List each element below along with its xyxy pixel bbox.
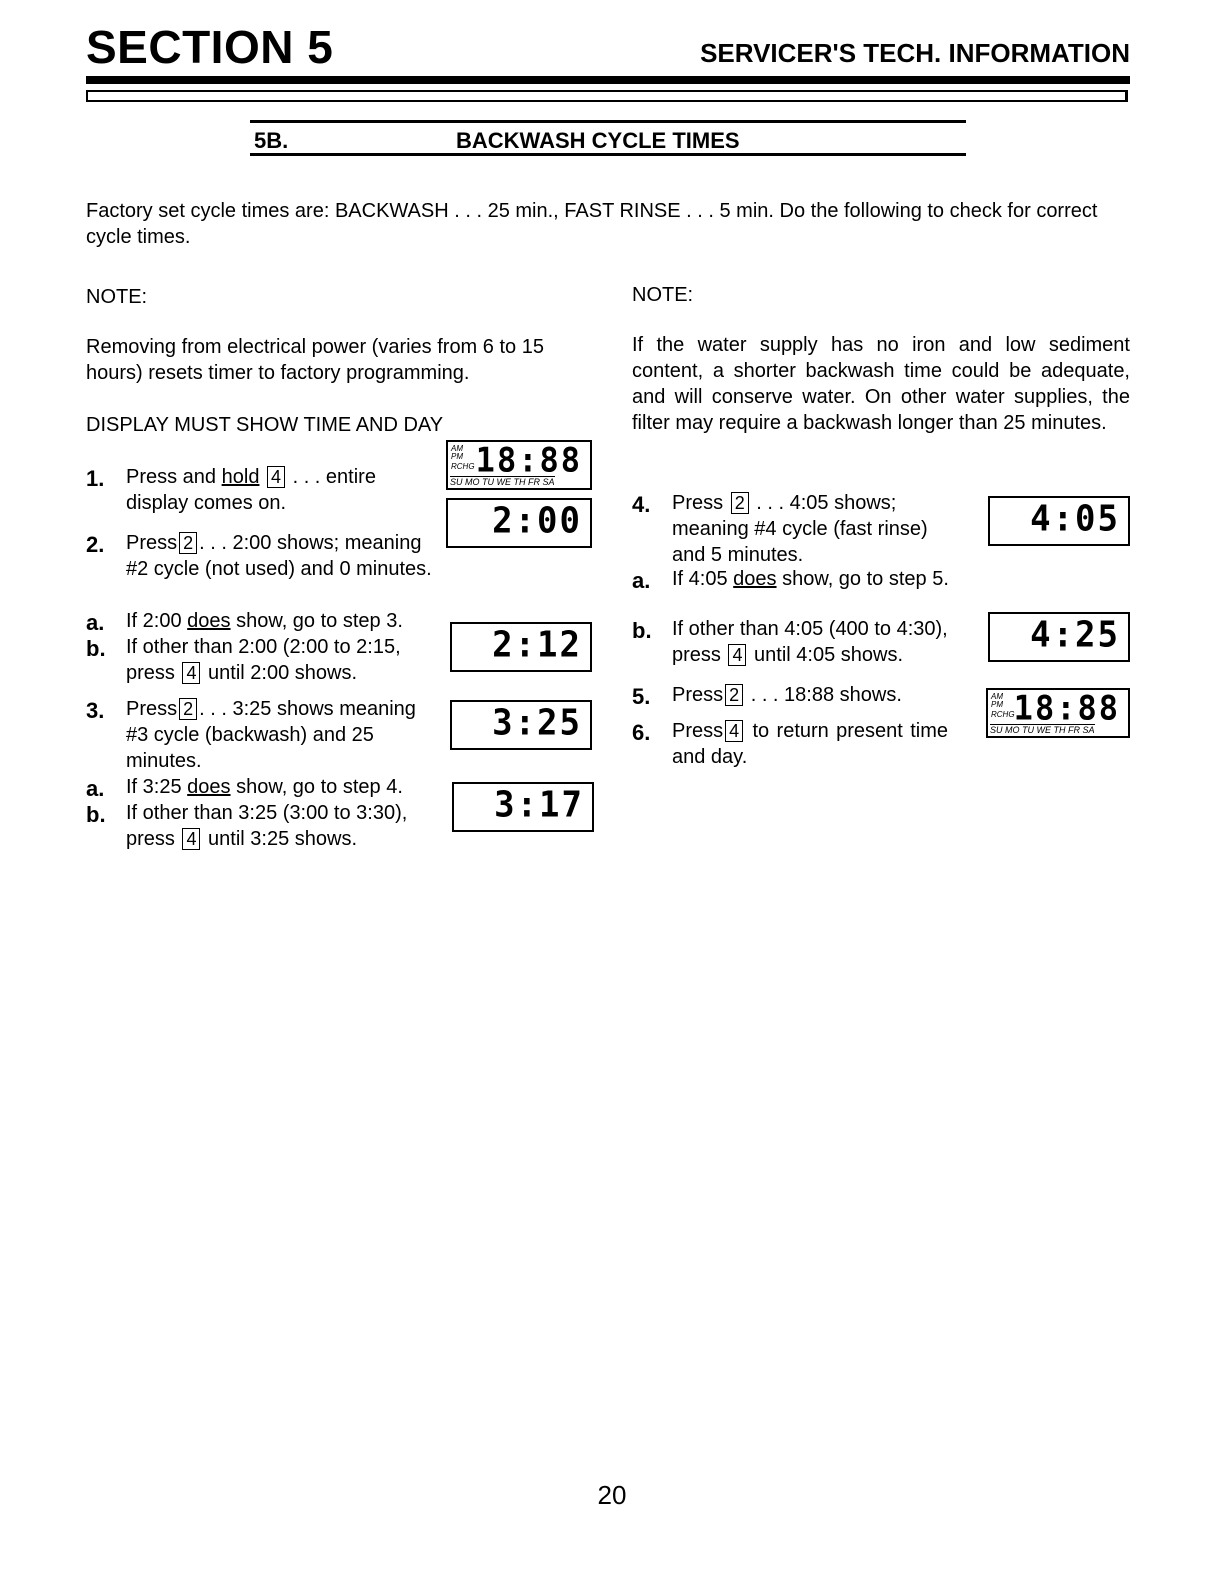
step-5-text-b: . . . 18:88 shows. xyxy=(750,684,902,706)
lcd-digits: 4:25 xyxy=(1030,614,1120,656)
step-1-text-a: Press and xyxy=(126,466,217,488)
lcd-display-212 xyxy=(450,622,592,672)
ind-rchg: RCHG xyxy=(991,710,1015,719)
lcd-display-425 xyxy=(988,612,1130,662)
lcd-digits: 4:05 xyxy=(1030,498,1120,540)
ind-am: AM xyxy=(451,444,463,453)
step-4-number: 4. xyxy=(632,492,651,517)
lcd-digits: 2:12 xyxy=(492,624,582,666)
lcd-digits: 18:88 xyxy=(475,440,582,480)
subheader-rule-top xyxy=(250,120,966,123)
key-2: 2 xyxy=(731,492,749,514)
step-5-text-a: Press xyxy=(672,684,724,706)
step-3b-text xyxy=(126,800,444,852)
right-note-label: NOTE: xyxy=(632,284,694,306)
key-4: 4 xyxy=(182,662,200,684)
lcd-digits: 18:88 xyxy=(1013,688,1120,728)
step-3a-text xyxy=(126,774,446,800)
subheader-title: BACKWASH CYCLE TIMES xyxy=(456,128,740,153)
lcd-display-317 xyxy=(452,782,594,832)
step-4b-text xyxy=(672,616,962,668)
key-2: 2 xyxy=(179,532,197,554)
step-2-text-b: . . . 2:00 shows; meaning #2 cycle (not used) and 0 minutes. xyxy=(126,532,432,580)
step-4a-does: does xyxy=(733,568,777,590)
key-4: 4 xyxy=(182,828,200,850)
header-rule xyxy=(86,76,1130,84)
section-title: SECTION 5 xyxy=(86,21,334,73)
subheader-rule-bottom xyxy=(250,153,966,156)
step-2-text xyxy=(126,530,438,582)
step-3a-does: does xyxy=(187,776,231,798)
lcd-digits: 3:25 xyxy=(492,702,582,744)
step-1-hold: hold xyxy=(221,466,260,488)
step-4-text-a: Press xyxy=(672,492,724,514)
page-number: 20 xyxy=(597,1480,627,1510)
key-2: 2 xyxy=(725,684,743,706)
display-heading: DISPLAY MUST SHOW TIME AND DAY xyxy=(86,414,444,436)
step-3b-text-a: If other than 3:25 (3:00 to 3:30), press xyxy=(126,802,408,850)
step-5-text xyxy=(672,682,972,708)
lcd-days: SU MO TU WE TH FR SA xyxy=(990,725,1095,735)
step-6-number: 6. xyxy=(632,720,651,745)
step-1-number: 1. xyxy=(86,466,105,491)
step-2b-text-a: If other than 2:00 (2:00 to 2:15, press xyxy=(126,636,401,684)
step-3-text-a: Press xyxy=(126,698,178,720)
step-5-number: 5. xyxy=(632,684,651,709)
step-2a-text-a: If 2:00 xyxy=(126,610,182,632)
header-title: SERVICER'S TECH. INFORMATION xyxy=(700,38,1130,68)
step-4a-text xyxy=(672,566,962,592)
subheader-number: 5B. xyxy=(254,128,289,153)
step-2b-text xyxy=(126,634,444,686)
intro-paragraph: Factory set cycle times are: BACKWASH . . . 25 min., FAST RINSE . . . 5 min. Do the following to check for correct cycle times. xyxy=(86,200,1098,248)
ind-pm: PM xyxy=(991,700,1003,709)
step-6-text-a: Press xyxy=(672,720,724,742)
step-2a-text xyxy=(126,608,446,634)
key-2: 2 xyxy=(179,698,197,720)
key-4: 4 xyxy=(725,720,743,742)
lcd-digits: 3:17 xyxy=(494,784,584,826)
step-3a-text-b: show, go to step 4. xyxy=(236,776,403,798)
step-4b-text-a: If other than 4:05 (400 to 4:30), press xyxy=(672,618,948,666)
step-6-text-b: to return present time and day. xyxy=(672,720,948,768)
step-4b-letter: b. xyxy=(632,618,652,643)
step-3-number: 3. xyxy=(86,698,105,723)
step-6-text xyxy=(672,718,948,770)
step-4-text-b: . . . 4:05 shows; meaning #4 cycle (fast rinse) and 5 minutes. xyxy=(672,492,928,566)
step-3-text xyxy=(126,696,438,774)
lcd-full-display-1 xyxy=(446,440,592,490)
step-3a-text-a: If 3:25 xyxy=(126,776,182,798)
step-4-text xyxy=(672,490,958,568)
lcd-digits: 2:00 xyxy=(492,500,582,542)
step-2a-text-b: show, go to step 3. xyxy=(236,610,403,632)
left-note-text: Removing from electrical power (varies from 6 to 15 hours) resets timer to factory programming. xyxy=(86,336,544,384)
key-4: 4 xyxy=(728,644,746,666)
lcd-display-405 xyxy=(988,496,1130,546)
ind-pm: PM xyxy=(451,452,463,461)
lcd-display-200 xyxy=(446,498,592,548)
step-3b-letter: b. xyxy=(86,802,106,827)
step-4b-text-b: until 4:05 shows. xyxy=(754,644,904,666)
step-3b-text-b: until 3:25 shows. xyxy=(208,828,358,850)
step-3-text-b: . . . 3:25 shows meaning #3 cycle (backwash) and 25 minutes. xyxy=(126,698,416,772)
step-1-text xyxy=(126,464,438,516)
step-2a-letter: a. xyxy=(86,610,105,635)
key-4: 4 xyxy=(267,466,285,488)
step-2-text-a: Press xyxy=(126,532,178,554)
lcd-days: SU MO TU WE TH FR SA xyxy=(450,477,555,487)
header-rule-box xyxy=(86,90,1128,102)
ind-rchg: RCHG xyxy=(451,462,475,471)
step-1-text-b: . . . entire display comes on. xyxy=(126,466,376,514)
step-4a-text-a: If 4:05 xyxy=(672,568,728,590)
step-3a-letter: a. xyxy=(86,776,105,801)
step-4a-letter: a. xyxy=(632,568,651,593)
lcd-display-325 xyxy=(450,700,592,750)
step-4a-text-b: show, go to step 5. xyxy=(782,568,949,590)
right-note-text: If the water supply has no iron and low sediment content, a shorter backwash time could be adequate, and will conserve water. On other water supplies, the filter may require a backwash longer than 25 minutes. xyxy=(632,334,1130,434)
step-2b-text-b: until 2:00 shows. xyxy=(208,662,358,684)
step-2b-letter: b. xyxy=(86,636,106,661)
ind-am: AM xyxy=(991,692,1003,701)
left-note-label: NOTE: xyxy=(86,286,148,308)
step-2a-does: does xyxy=(187,610,231,632)
step-2-number: 2. xyxy=(86,532,105,557)
lcd-full-display-2 xyxy=(986,688,1130,738)
